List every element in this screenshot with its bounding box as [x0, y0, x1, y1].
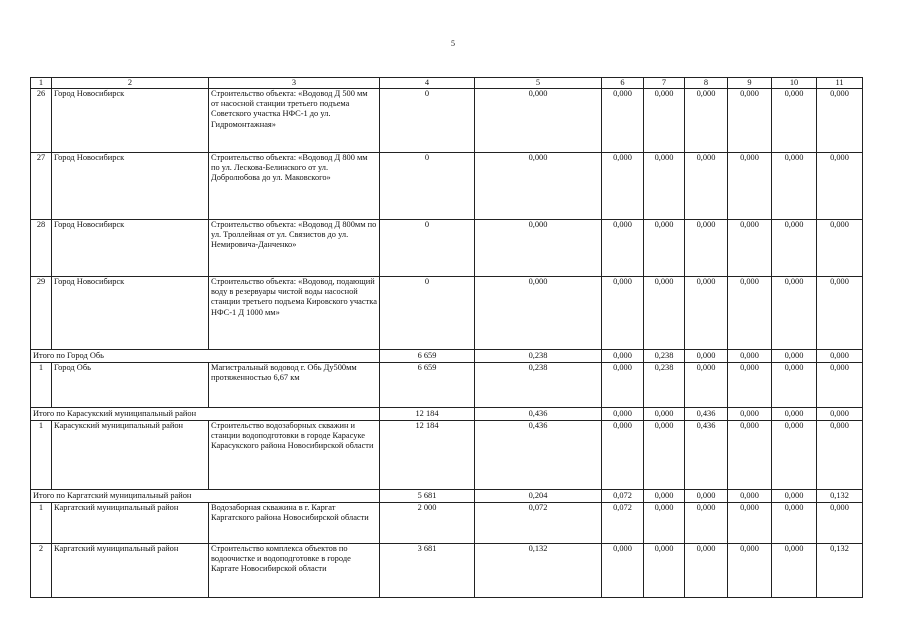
value-cell: 0,000: [644, 153, 685, 220]
value-cell: 0,000: [772, 277, 817, 350]
table-row: [31, 503, 863, 544]
subtotal-label: Итого по Карасукский муниципальный район: [31, 408, 380, 421]
value-cell: 0,000: [685, 363, 728, 408]
value-cell: 0,000: [728, 153, 772, 220]
column-number-row: [31, 78, 863, 89]
table-row: [31, 153, 863, 220]
column-number: 2: [52, 78, 209, 89]
value-cell: 0,000: [602, 277, 644, 350]
value-cell: 0,132: [817, 490, 863, 503]
value-cell: 0,000: [772, 220, 817, 277]
column-number: 8: [685, 78, 728, 89]
value-cell: 0,000: [772, 544, 817, 598]
value-cell: 0,436: [475, 408, 602, 421]
value-cell: 0,000: [475, 277, 602, 350]
value-cell: 0,000: [685, 490, 728, 503]
project-description-cell: Строительство объекта: «Водовод Д 800мм по ул. Троллейная от ул. Связистов до ул. Немировича-Данченко»: [209, 220, 380, 277]
value-cell: 0,000: [475, 220, 602, 277]
project-description-cell: Строительство водозаборных скважин и станции водоподготовки в городе Карасуке Карасукского района Новосибирской области: [209, 421, 380, 490]
value-cell: 0,000: [817, 277, 863, 350]
value-cell: 0,000: [602, 89, 644, 153]
value-cell: 0,000: [728, 421, 772, 490]
column-number: 5: [475, 78, 602, 89]
column-number: 11: [817, 78, 863, 89]
table-row: [31, 89, 863, 153]
value-cell: 0,000: [772, 490, 817, 503]
value-cell: 0,000: [644, 220, 685, 277]
municipality-cell: Город Новосибирск: [52, 89, 209, 153]
table-row: [31, 277, 863, 350]
value-cell: 0,000: [644, 544, 685, 598]
project-description-cell: Строительство объекта: «Водовод Д 800 мм по ул. Лескова-Белинского от ул. Добролюбова до ул. Маковского»: [209, 153, 380, 220]
row-number: 1: [31, 363, 52, 408]
project-description-cell: Водозаборная скважина в г. Каргат Каргатского района Новосибирской области: [209, 503, 380, 544]
municipality-cell: Город Новосибирск: [52, 220, 209, 277]
table-row: [31, 363, 863, 408]
row-number: 26: [31, 89, 52, 153]
value-cell: 0,000: [602, 363, 644, 408]
value-cell: 0,000: [772, 363, 817, 408]
value-cell: 0,000: [602, 153, 644, 220]
value-cell: 0,000: [644, 408, 685, 421]
row-number: 1: [31, 421, 52, 490]
value-cell: 0,238: [475, 350, 602, 363]
value-cell: 0,000: [475, 89, 602, 153]
project-description-cell: Строительство объекта: «Водовод Д 500 мм от насосной станции третьего подъема Советского участка НФС-1 до ул. Гидромонтажная»: [209, 89, 380, 153]
value-cell: 12 184: [380, 421, 475, 490]
row-number: 2: [31, 544, 52, 598]
value-cell: 0,000: [817, 363, 863, 408]
municipality-cell: Каргатский муниципальный район: [52, 544, 209, 598]
column-number: 1: [31, 78, 52, 89]
table-row: [31, 421, 863, 490]
value-cell: 0,000: [817, 503, 863, 544]
report-table: [30, 77, 863, 598]
project-description-cell: Строительство объекта: «Водовод, подающий воду в резервуары чистой воды насосной станции третьего подъема Кировского участка НФС-1 Д 1000 мм»: [209, 277, 380, 350]
value-cell: 0,000: [772, 350, 817, 363]
value-cell: 0,000: [685, 89, 728, 153]
row-number: 28: [31, 220, 52, 277]
row-number: 1: [31, 503, 52, 544]
value-cell: 0,132: [817, 544, 863, 598]
value-cell: 0,000: [817, 408, 863, 421]
project-description-cell: Строительство комплекса объектов по водоочистке и водоподготовке в городе Каргате Новосибирской области: [209, 544, 380, 598]
value-cell: 0,204: [475, 490, 602, 503]
value-cell: 0,238: [475, 363, 602, 408]
value-cell: 0,000: [772, 421, 817, 490]
value-cell: 0,132: [475, 544, 602, 598]
value-cell: 0,072: [602, 503, 644, 544]
value-cell: 6 659: [380, 350, 475, 363]
value-cell: 0: [380, 89, 475, 153]
value-cell: 0,072: [602, 490, 644, 503]
table-row: [31, 544, 863, 598]
value-cell: 12 184: [380, 408, 475, 421]
column-number: 10: [772, 78, 817, 89]
value-cell: 0,000: [644, 490, 685, 503]
value-cell: 0,436: [685, 408, 728, 421]
value-cell: 0,000: [728, 89, 772, 153]
value-cell: 0,000: [644, 503, 685, 544]
value-cell: 0,000: [728, 220, 772, 277]
value-cell: 0,000: [685, 350, 728, 363]
value-cell: 0,000: [728, 363, 772, 408]
column-number: 4: [380, 78, 475, 89]
value-cell: 0,000: [602, 220, 644, 277]
value-cell: 0,000: [728, 544, 772, 598]
value-cell: 0,000: [685, 277, 728, 350]
municipality-cell: Город Новосибирск: [52, 153, 209, 220]
report-table-body: [31, 78, 863, 598]
value-cell: 0,000: [602, 544, 644, 598]
subtotal-row: [31, 350, 863, 363]
value-cell: 5 681: [380, 490, 475, 503]
value-cell: 0,072: [475, 503, 602, 544]
value-cell: 0: [380, 220, 475, 277]
value-cell: 0,000: [602, 408, 644, 421]
value-cell: 0,000: [817, 421, 863, 490]
value-cell: 0,000: [772, 408, 817, 421]
value-cell: 0,000: [772, 153, 817, 220]
value-cell: 0,000: [772, 503, 817, 544]
subtotal-label: Итого по Каргатский муниципальный район: [31, 490, 380, 503]
value-cell: 0,000: [817, 153, 863, 220]
row-number: 27: [31, 153, 52, 220]
value-cell: 0,000: [644, 421, 685, 490]
value-cell: 0,000: [817, 89, 863, 153]
value-cell: 0,000: [475, 153, 602, 220]
subtotal-label: Итого по Город Обь: [31, 350, 380, 363]
value-cell: 3 681: [380, 544, 475, 598]
column-number: 7: [644, 78, 685, 89]
value-cell: 6 659: [380, 363, 475, 408]
value-cell: 0,000: [602, 350, 644, 363]
value-cell: 0: [380, 153, 475, 220]
value-cell: 0,000: [644, 89, 685, 153]
value-cell: 0,000: [817, 350, 863, 363]
value-cell: 0,000: [728, 408, 772, 421]
value-cell: 0,000: [685, 503, 728, 544]
column-number: 9: [728, 78, 772, 89]
subtotal-row: [31, 408, 863, 421]
value-cell: 0,000: [728, 503, 772, 544]
municipality-cell: Карасукский муниципальный район: [52, 421, 209, 490]
value-cell: 0,000: [644, 277, 685, 350]
value-cell: 0,000: [817, 220, 863, 277]
value-cell: 0,000: [772, 89, 817, 153]
value-cell: 0,436: [685, 421, 728, 490]
value-cell: 0,000: [728, 277, 772, 350]
value-cell: 0,000: [685, 220, 728, 277]
value-cell: 0,000: [728, 350, 772, 363]
value-cell: 0,238: [644, 363, 685, 408]
value-cell: 0: [380, 277, 475, 350]
municipality-cell: Каргатский муниципальный район: [52, 503, 209, 544]
value-cell: 0,000: [602, 421, 644, 490]
row-number: 29: [31, 277, 52, 350]
value-cell: 0,000: [685, 544, 728, 598]
value-cell: 0,436: [475, 421, 602, 490]
value-cell: 0,000: [728, 490, 772, 503]
value-cell: 2 000: [380, 503, 475, 544]
page-number: 5: [451, 39, 455, 48]
column-number: 6: [602, 78, 644, 89]
column-number: 3: [209, 78, 380, 89]
table-row: [31, 220, 863, 277]
municipality-cell: Город Обь: [52, 363, 209, 408]
value-cell: 0,000: [685, 153, 728, 220]
municipality-cell: Город Новосибирск: [52, 277, 209, 350]
subtotal-row: [31, 490, 863, 503]
value-cell: 0,238: [644, 350, 685, 363]
project-description-cell: Магистральный водовод г. Обь Ду500мм протяженностью 6,67 км: [209, 363, 380, 408]
